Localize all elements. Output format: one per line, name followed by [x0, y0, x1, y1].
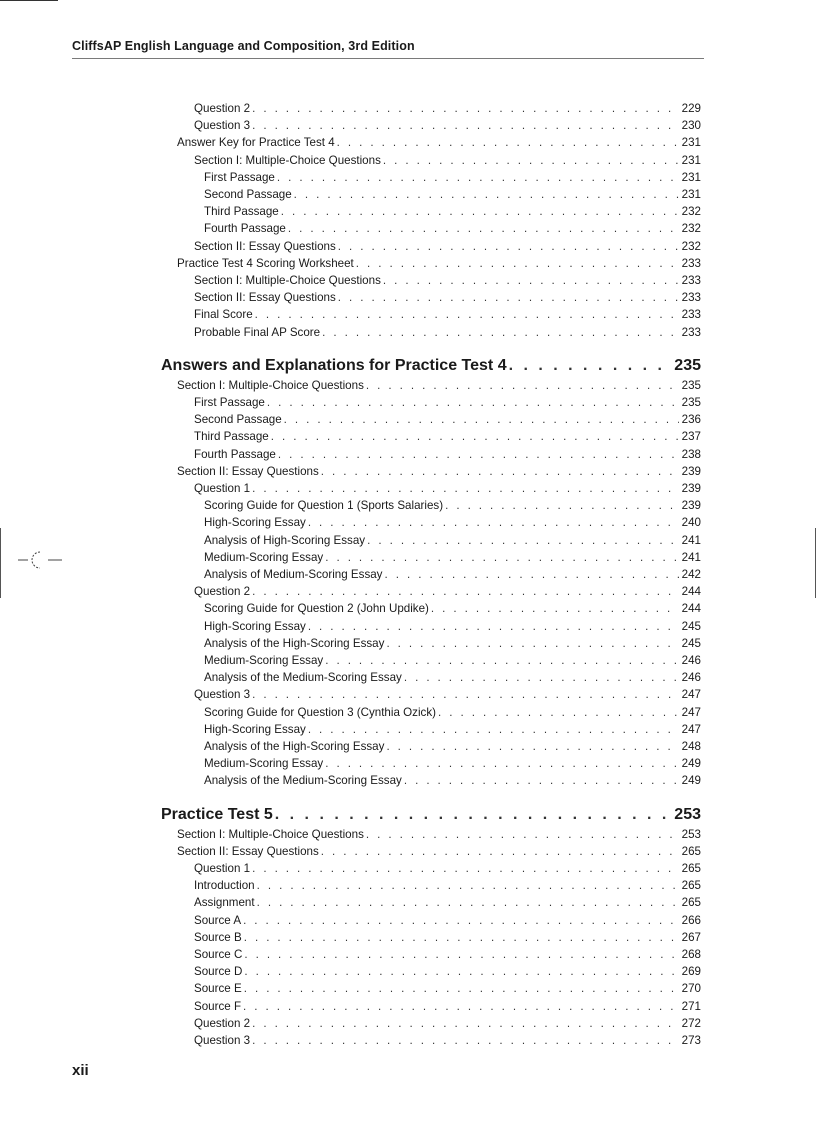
toc-entry-title: Fourth Passage — [194, 447, 276, 461]
toc-entry-page: 244 — [681, 602, 701, 616]
dot-leader — [271, 428, 679, 445]
toc-entry-title: Source C — [194, 948, 243, 961]
toc-entry-title: Answers and Explanations for Practice Test 4 — [161, 356, 507, 374]
toc-entry — [177, 826, 701, 843]
toc-entry-page: 238 — [681, 447, 701, 461]
dot-leader — [337, 134, 679, 151]
toc-entry-page: 273 — [681, 1034, 701, 1047]
toc-entry-title: Probable Final AP Score — [194, 325, 321, 339]
dot-leader — [278, 446, 679, 463]
toc-entry-page: 247 — [681, 705, 701, 719]
toc-entry-title: Scoring Guide for Question 2 (John Updike) — [204, 602, 429, 616]
toc-entry-page: 239 — [681, 499, 701, 513]
toc-entry-page: 232 — [681, 222, 701, 236]
toc-entry — [194, 324, 701, 341]
dot-leader — [288, 220, 679, 237]
book-title: CliffsAP English Language and Composition, 3rd Edition — [72, 39, 415, 53]
toc-entry — [204, 738, 701, 755]
toc-entry-page: 249 — [681, 757, 701, 771]
toc-entry-page: 235 — [681, 378, 701, 392]
toc-entry — [204, 549, 701, 566]
toc-entry-page: 249 — [681, 774, 701, 788]
toc-entry — [194, 152, 701, 169]
dot-leader — [383, 272, 679, 289]
toc-entry — [204, 635, 701, 652]
dot-leader — [243, 912, 679, 929]
toc-entry-page: 233 — [681, 308, 701, 322]
toc-entry — [177, 463, 701, 480]
toc-entry — [204, 169, 701, 186]
toc-entry-title: Question 2 — [194, 585, 251, 599]
toc-entry — [177, 255, 701, 272]
toc-entry-page: 253 — [674, 805, 701, 823]
toc-entry-title: First Passage — [194, 396, 265, 409]
dot-leader — [252, 1032, 679, 1049]
toc-entry — [194, 306, 701, 323]
toc-entry — [177, 134, 701, 151]
toc-entry-title: Question 3 — [194, 119, 251, 133]
dot-leader — [252, 860, 679, 877]
toc-entry — [204, 532, 701, 549]
toc-entry-page: 239 — [681, 482, 701, 495]
toc-entry-title: Third Passage — [204, 205, 279, 219]
toc-entry-title: Section II: Essay Questions — [194, 291, 336, 305]
toc-entry-title: Question 1 — [194, 482, 251, 495]
toc-entry — [194, 998, 701, 1015]
toc-entry-title: Analysis of Medium-Scoring Essay — [204, 568, 383, 581]
toc-entry-page: 232 — [681, 205, 701, 219]
toc-entry-title: Question 1 — [194, 862, 251, 875]
dot-leader — [338, 238, 679, 255]
toc-entry — [204, 514, 701, 531]
toc-entry — [204, 186, 701, 203]
dot-leader — [294, 186, 679, 203]
toc-entry-page: 235 — [674, 356, 701, 374]
toc-entry-page: 237 — [681, 430, 701, 444]
toc-entry-title: Analysis of the High-Scoring Essay — [204, 740, 385, 753]
toc-entry-page: 246 — [681, 654, 701, 667]
toc-entry — [194, 894, 701, 911]
toc-entry — [177, 377, 701, 394]
registration-mark-icon — [18, 548, 64, 572]
toc-entry — [204, 721, 701, 738]
toc-entry-title: High-Scoring Essay — [204, 619, 306, 633]
dot-leader — [308, 721, 679, 738]
dot-leader — [244, 980, 679, 997]
toc-entry — [194, 480, 701, 497]
dot-leader — [243, 998, 679, 1015]
toc-entry — [204, 600, 701, 617]
toc-entry — [204, 618, 701, 635]
dot-leader — [338, 289, 679, 306]
toc-entry-title: Practice Test 4 Scoring Worksheet — [177, 256, 354, 270]
toc-entry-title: Medium-Scoring Essay — [204, 757, 324, 771]
toc-entry-title: Analysis of the High-Scoring Essay — [204, 636, 385, 650]
dot-leader — [252, 117, 679, 134]
toc-entry — [204, 704, 701, 721]
toc-entry — [194, 686, 701, 703]
dot-leader — [325, 652, 678, 669]
toc-entry-title: Medium-Scoring Essay — [204, 550, 324, 564]
toc-entry-title: Second Passage — [194, 413, 282, 427]
dot-leader — [322, 324, 679, 341]
toc-entry-title: Source D — [194, 965, 243, 979]
dot-leader — [244, 946, 678, 963]
dot-leader — [404, 772, 679, 789]
dot-leader — [252, 480, 679, 497]
toc-entry-title: Question 3 — [194, 1034, 251, 1047]
toc-entry-title: High-Scoring Essay — [204, 516, 306, 530]
toc-entry — [194, 411, 701, 428]
dot-leader — [252, 686, 679, 703]
toc-entry-page: 246 — [681, 671, 701, 685]
dot-leader — [325, 549, 678, 566]
toc-entry — [194, 394, 701, 411]
toc-entry-page: 231 — [681, 188, 701, 201]
dot-leader — [404, 669, 679, 686]
toc-entry — [194, 877, 701, 894]
toc-entry-title: Analysis of the Medium-Scoring Essay — [204, 671, 402, 685]
toc-entry-title: Section I: Multiple-Choice Questions — [194, 153, 381, 167]
dot-leader — [383, 152, 679, 169]
toc-entry-title: Fourth Passage — [204, 222, 286, 236]
dot-leader — [366, 377, 679, 394]
dot-leader — [252, 583, 679, 600]
toc-entry-page: 248 — [681, 740, 701, 753]
toc-chapter-entry — [161, 804, 701, 826]
toc-entry-title: Scoring Guide for Question 1 (Sports Salaries) — [204, 499, 444, 513]
dot-leader — [438, 704, 679, 721]
dot-leader — [386, 738, 678, 755]
toc-entry-page: 268 — [681, 948, 701, 961]
dot-leader — [384, 566, 678, 583]
toc-entry-title: Section I: Multiple-Choice Questions — [194, 274, 381, 287]
toc-entry-title: Source B — [194, 930, 242, 944]
dot-leader — [325, 755, 678, 772]
running-header — [72, 37, 704, 59]
toc-entry-title: Source E — [194, 982, 242, 996]
dot-leader — [356, 255, 679, 272]
toc-entry — [194, 963, 701, 980]
toc-entry — [194, 289, 701, 306]
toc-entry — [204, 669, 701, 686]
toc-entry-title: Section II: Essay Questions — [177, 844, 319, 858]
toc-entry-page: 233 — [681, 291, 701, 305]
toc-entry-page: 242 — [681, 568, 701, 581]
toc-entry-title: First Passage — [204, 170, 275, 184]
toc-chapter-entry — [161, 355, 701, 377]
toc-entry-page: 266 — [681, 913, 701, 927]
toc-entry — [177, 843, 701, 860]
toc-entry-title: Question 3 — [194, 688, 251, 702]
toc-entry — [204, 203, 701, 220]
toc-entry-page: 233 — [681, 325, 701, 339]
toc-entry-title: Third Passage — [194, 430, 269, 444]
toc-entry-page: 232 — [681, 239, 701, 253]
dot-leader — [244, 929, 679, 946]
toc-entry — [194, 428, 701, 445]
toc-entry — [194, 100, 701, 117]
toc-entry — [194, 272, 701, 289]
toc-entry-title: Analysis of the Medium-Scoring Essay — [204, 774, 402, 788]
dot-leader — [445, 497, 679, 514]
top-rule — [0, 0, 58, 1]
toc-entry-page: 267 — [681, 930, 701, 944]
toc-entry-title: Medium-Scoring Essay — [204, 654, 324, 667]
toc-entry-title: Question 2 — [194, 102, 251, 115]
toc-entry-page: 245 — [681, 636, 701, 650]
dot-leader — [321, 843, 679, 860]
dot-leader — [284, 411, 679, 428]
toc-entry-title: Assignment — [194, 896, 255, 910]
toc-entry-page: 265 — [681, 844, 701, 858]
toc-entry-page: 233 — [681, 256, 701, 270]
toc-entry-page: 231 — [681, 136, 701, 150]
toc-entry — [194, 912, 701, 929]
toc-entry — [194, 860, 701, 877]
toc-entry-page: 265 — [681, 879, 701, 893]
toc-entry-title: Section I: Multiple-Choice Questions — [177, 378, 364, 392]
toc-entry — [194, 929, 701, 946]
toc-entry-title: Introduction — [194, 879, 255, 893]
dot-leader — [367, 532, 679, 549]
toc-entry-page: 239 — [681, 464, 701, 478]
toc-entry — [194, 238, 701, 255]
dot-leader — [308, 514, 679, 531]
dot-leader — [386, 635, 678, 652]
toc-entry — [194, 446, 701, 463]
toc-entry-title: Scoring Guide for Question 3 (Cynthia Ozick) — [204, 705, 436, 719]
toc-entry-title: Question 2 — [194, 1016, 251, 1030]
toc-entry — [194, 583, 701, 600]
toc-entry-page: 271 — [681, 999, 701, 1013]
toc-entry-page: 253 — [681, 827, 701, 841]
toc-entry-page: 230 — [681, 119, 701, 133]
dot-leader — [275, 804, 672, 826]
toc-entry-title: High-Scoring Essay — [204, 722, 306, 736]
toc-entry — [194, 1015, 701, 1032]
dot-leader — [281, 203, 679, 220]
toc-entry — [194, 1032, 701, 1049]
dot-leader — [252, 100, 679, 117]
toc-entry-page: 235 — [681, 396, 701, 409]
toc-entry-page: 241 — [681, 550, 701, 564]
toc-entry-title: Answer Key for Practice Test 4 — [177, 136, 335, 150]
toc-entry — [194, 980, 701, 997]
dot-leader — [257, 894, 679, 911]
toc-entry-page: 272 — [681, 1016, 701, 1030]
toc-entry-title: Source A — [194, 913, 242, 927]
toc-entry — [204, 755, 701, 772]
toc-entry-title: Section II: Essay Questions — [177, 464, 319, 478]
toc-entry-page: 240 — [681, 516, 701, 530]
dot-leader — [308, 618, 679, 635]
toc-entry-page: 229 — [681, 102, 701, 115]
toc-entry-title: Source F — [194, 999, 242, 1013]
toc-entry — [204, 220, 701, 237]
toc-entry-page: 236 — [681, 413, 701, 427]
toc-entry-page: 231 — [681, 170, 701, 184]
toc-entry — [204, 772, 701, 789]
dot-leader — [257, 877, 679, 894]
dot-leader — [244, 963, 678, 980]
toc-entry-page: 269 — [681, 965, 701, 979]
toc-entry-title: Section II: Essay Questions — [194, 239, 336, 253]
toc-entry-page: 233 — [681, 274, 701, 287]
dot-leader — [431, 600, 679, 617]
toc-entry-title: Analysis of High-Scoring Essay — [204, 533, 366, 547]
toc-entry — [194, 117, 701, 134]
toc-entry-page: 270 — [681, 982, 701, 996]
left-margin-mark — [0, 528, 1, 598]
toc-entry — [204, 497, 701, 514]
toc-entry-page: 247 — [681, 722, 701, 736]
toc-entry-title: Practice Test 5 — [161, 805, 273, 823]
toc-entry-page: 245 — [681, 619, 701, 633]
toc-entry-title: Final Score — [194, 308, 253, 322]
toc-entry — [204, 566, 701, 583]
toc-entry-page: 241 — [681, 533, 701, 547]
toc-entry — [204, 652, 701, 669]
toc-entry-page: 247 — [681, 688, 701, 702]
toc-entry-page: 244 — [681, 585, 701, 599]
dot-leader — [267, 394, 679, 411]
dot-leader — [277, 169, 679, 186]
toc-entry-page: 265 — [681, 896, 701, 910]
toc-entry-page: 265 — [681, 862, 701, 875]
page-number: xii — [72, 1062, 89, 1079]
toc-entry-title: Second Passage — [204, 188, 292, 201]
dot-leader — [255, 306, 679, 323]
dot-leader — [366, 826, 679, 843]
dot-leader — [321, 463, 679, 480]
dot-leader — [509, 355, 672, 377]
toc-entry-page: 231 — [681, 153, 701, 167]
toc-entry-title: Section I: Multiple-Choice Questions — [177, 827, 364, 841]
toc-entry — [194, 946, 701, 963]
dot-leader — [252, 1015, 679, 1032]
